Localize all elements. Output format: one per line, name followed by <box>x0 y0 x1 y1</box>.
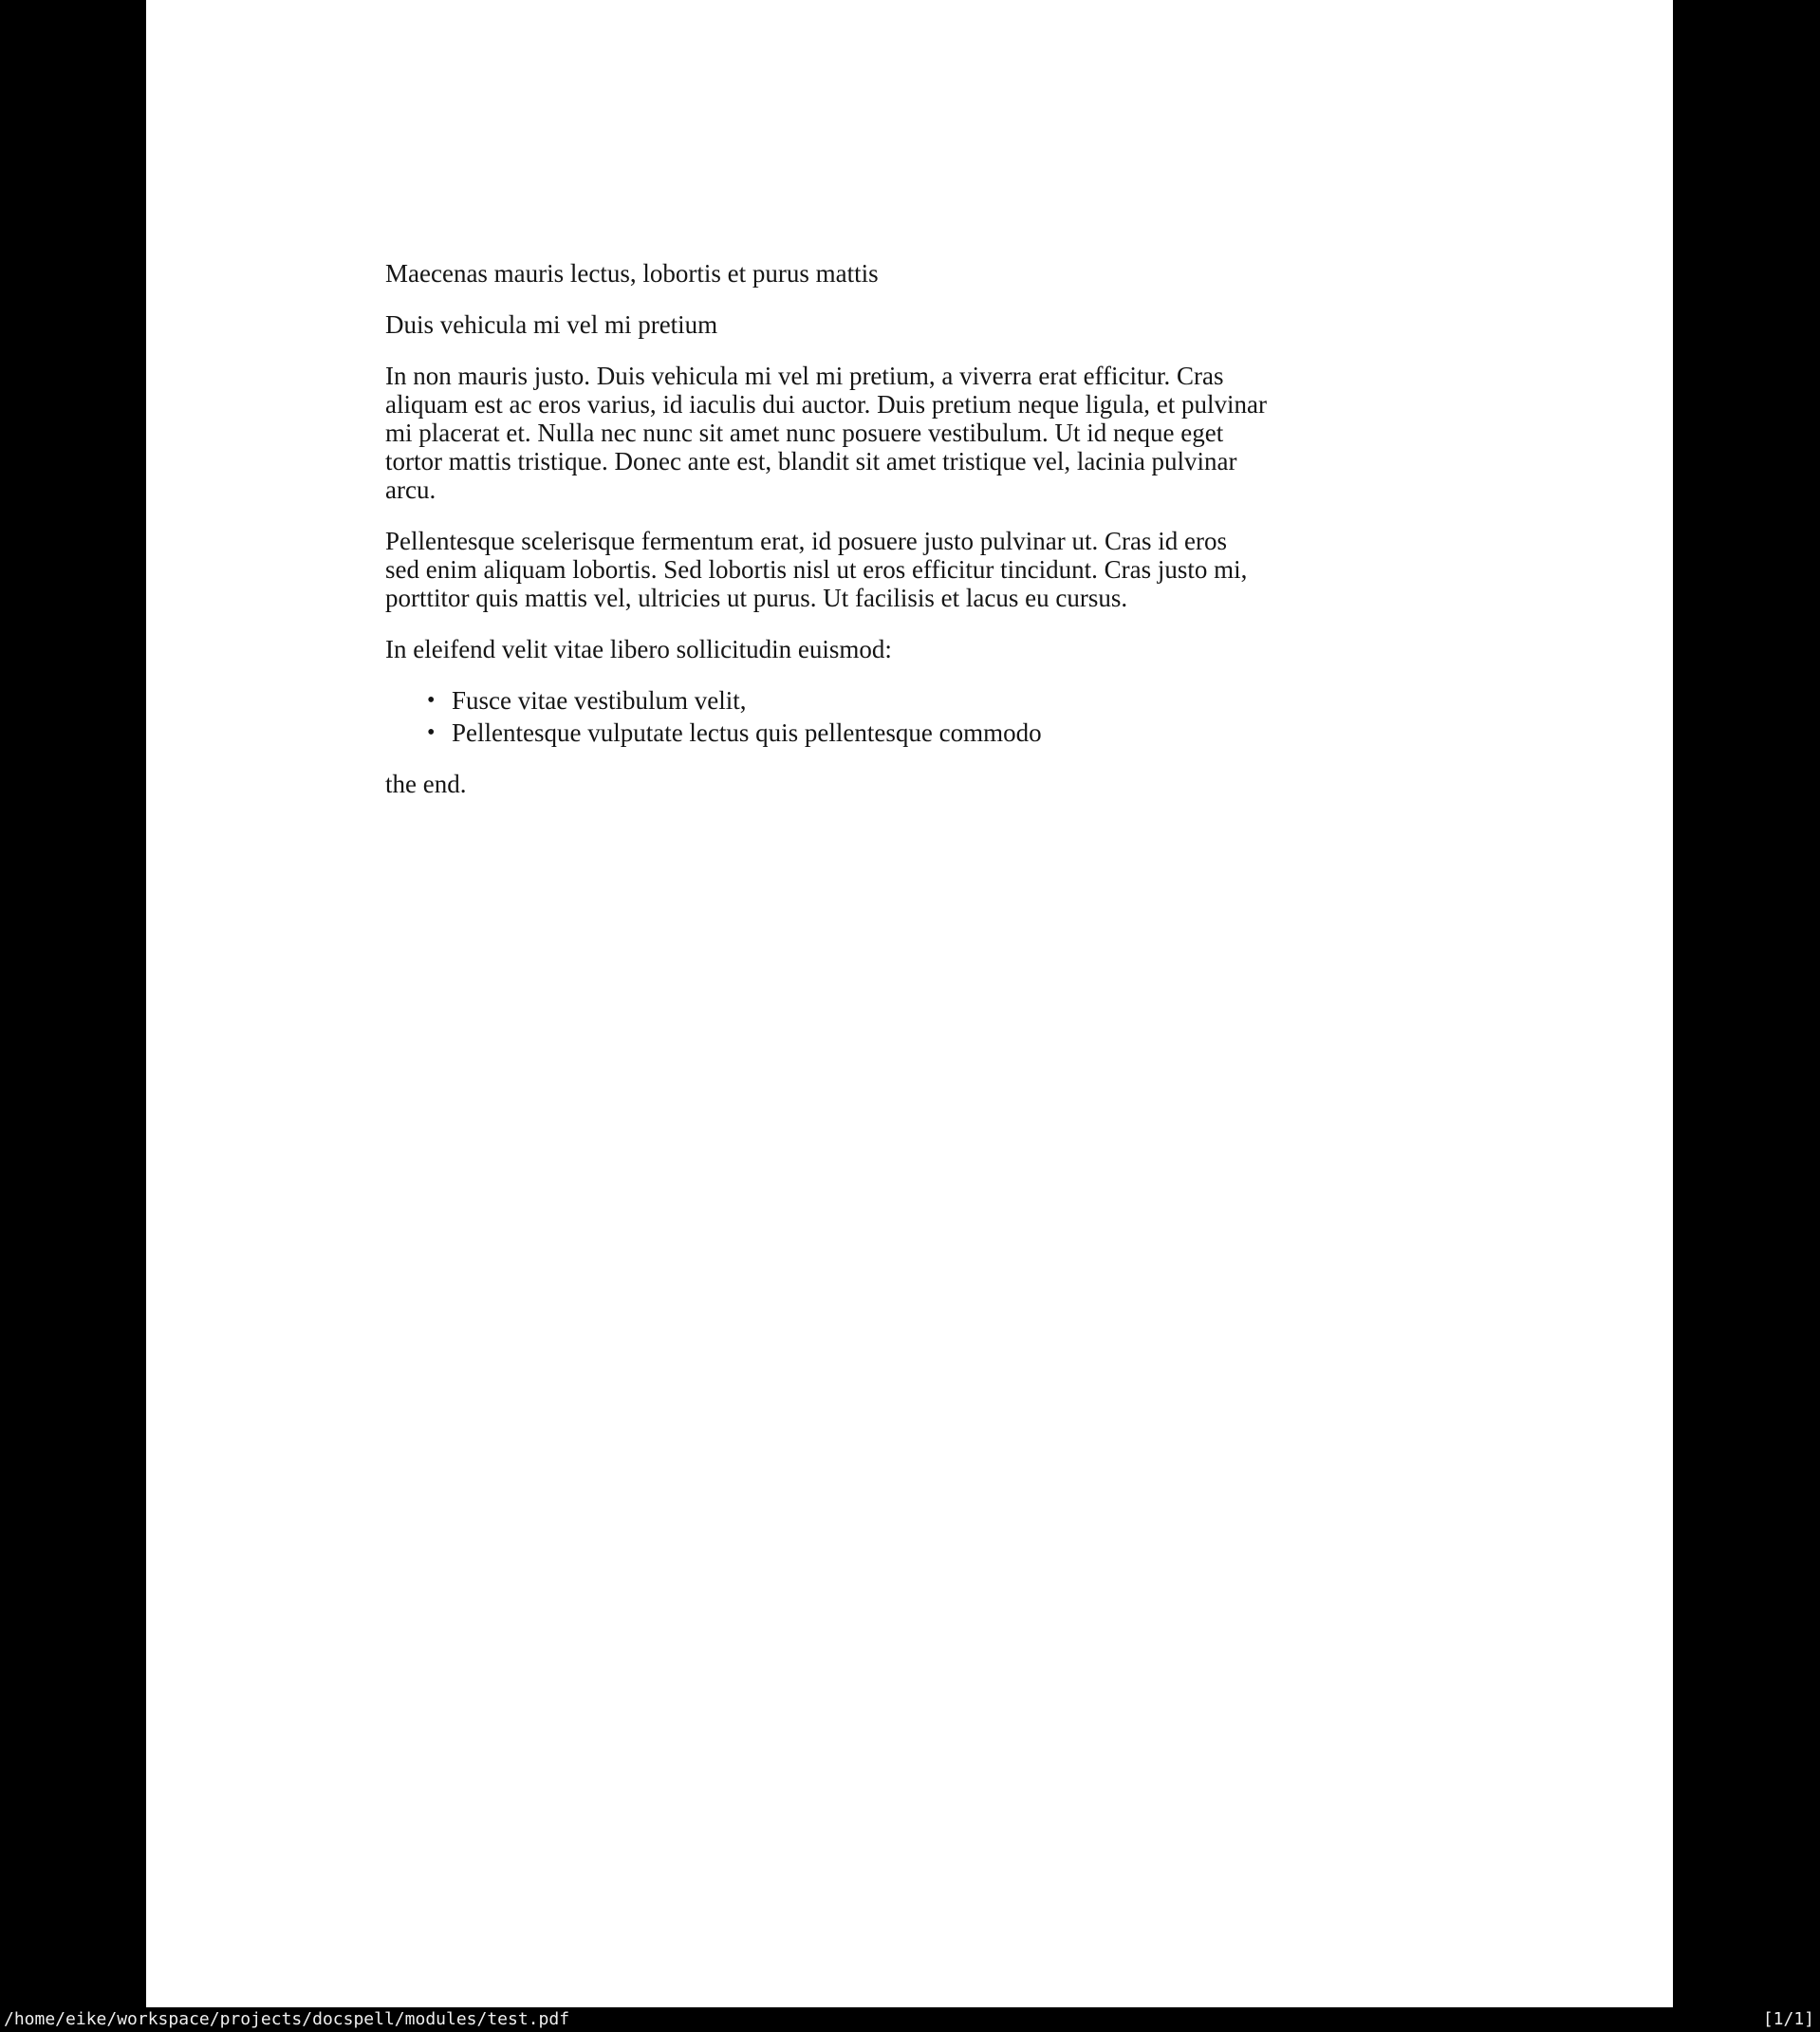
list-item <box>385 718 1458 747</box>
paragraph <box>385 362 1458 504</box>
text-line: Maecenas mauris lectus, lobortis et purus mattis <box>385 259 879 288</box>
text-line: arcu. <box>385 475 436 504</box>
text-line: In non mauris justo. Duis vehicula mi vel mi pretium, a viverra erat efficitur. Cras <box>385 362 1224 390</box>
pdf-page[interactable] <box>146 0 1673 2007</box>
paragraph <box>385 527 1458 612</box>
paragraph <box>385 770 1458 798</box>
text-line: tortor mattis tristique. Donec ante est, blandit sit amet tristique vel, lacinia pulvinar <box>385 447 1237 475</box>
bullet-list <box>385 686 1458 747</box>
status-bar <box>0 2007 1820 2032</box>
paragraph <box>385 635 1458 663</box>
text-line: Pellentesque scelerisque fermentum erat, id posuere justo pulvinar ut. Cras id eros <box>385 527 1228 555</box>
text-line: mi placerat et. Nulla nec nunc sit amet nunc posuere vestibulum. Ut id neque eget <box>385 419 1224 447</box>
text-line: aliquam est ac eros varius, id iaculis dui auctor. Duis pretium neque ligula, et pulvinar <box>385 390 1268 419</box>
text-line: In eleifend velit vitae libero sollicitudin euismod: <box>385 635 892 663</box>
page-indicator: [1/1] <box>1762 2008 1814 2029</box>
file-path: /home/eike/workspace/projects/docspell/modules/test.pdf <box>4 2008 570 2029</box>
bullet-icon: • <box>427 720 436 745</box>
list-item-text: Fusce vitae vestibulum velit, <box>452 686 747 715</box>
text-line: Duis vehicula mi vel mi pretium <box>385 310 718 339</box>
text-line: the end. <box>385 770 467 798</box>
list-item-text: Pellentesque vulputate lectus quis pellentesque commodo <box>452 718 1042 747</box>
bullet-icon: • <box>427 688 436 713</box>
text-line: sed enim aliquam lobortis. Sed lobortis nisl ut eros efficitur tincidunt. Cras justo mi, <box>385 555 1248 584</box>
paragraph <box>385 310 1458 339</box>
document-content <box>385 259 1458 821</box>
paragraph <box>385 259 1458 288</box>
text-line: porttitor quis mattis vel, ultricies ut purus. Ut facilisis et lacus eu cursus. <box>385 584 1128 612</box>
list-item <box>385 686 1458 715</box>
